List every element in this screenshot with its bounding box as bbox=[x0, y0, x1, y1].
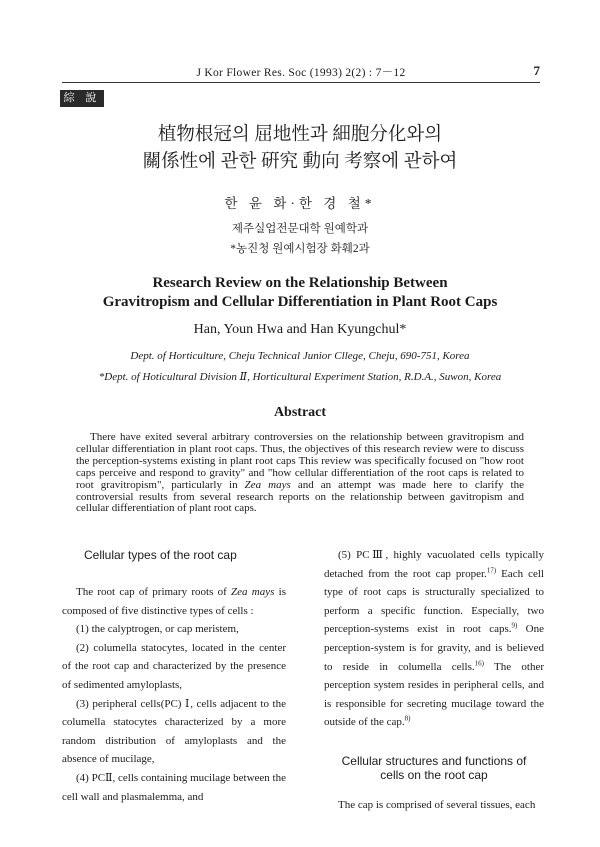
affiliation-en-2: *Dept. of Hoticultural Division Ⅱ, Horticultural Experiment Station, R.D.A., Suwon, Korea bbox=[98, 371, 502, 383]
abstract-text-a: There have exited several arbitrary controversies on the relationship between gravitropism and cellular differentiation in plant root caps. Thus, the objectives of this research review were to discuss the perception-systems existing in plant root caps This review was specifically focused on "how root caps perceive and respond to gravity" and "how cellular differentiation of the root caps is related to root gravitropism", particularly in bbox=[76, 431, 524, 491]
title-en-line1: Research Review on the Relationship Between bbox=[152, 275, 448, 291]
affiliation-kr-2: *농진청 원예시험장 화훼2과 bbox=[230, 243, 370, 255]
authors-kr: 한 윤 화·한 경 철* bbox=[224, 196, 376, 211]
section-heading-structures-line2: cells on the root cap bbox=[380, 767, 488, 782]
citation-9: 9) bbox=[511, 621, 518, 630]
item5-text-a: (5) PCⅢ, highly vacuolated cells typically detached from the root cap proper. bbox=[324, 549, 544, 580]
item5-text-c: One perception-system is for gravity, and is believed to reside in columella cells. bbox=[324, 623, 544, 673]
abstract-species: Zea mays bbox=[244, 478, 291, 491]
right-column bbox=[324, 546, 544, 815]
list-item-pc2: (4) PCⅡ, cells containing mucilage between the cell wall and plasmalemma, and bbox=[62, 771, 286, 803]
affiliation-kr-1: 제주실업전문대학 원예학과 bbox=[231, 223, 369, 235]
list-item-calyptrogen: (1) the calyptrogen, or cap meristem, bbox=[76, 623, 239, 636]
authors-en: Han, Youn Hwa and Han Kyungchul* bbox=[193, 322, 407, 337]
citation-17: 17) bbox=[486, 565, 497, 574]
review-badge: 綜 說 bbox=[60, 90, 104, 107]
section-heading-structures-line1: Cellular structures and functions of bbox=[341, 753, 527, 768]
paragraph-intro bbox=[62, 583, 286, 620]
p1-text-a: The root cap of primary roots of bbox=[76, 586, 232, 598]
abstract-text-b: and an attempt was made here to clarify the controversial results from several research reports on the relationship between gavitropism and cellular differentiation of plant root caps. bbox=[76, 478, 525, 515]
item5-text-b: Each cell type of root caps is structurally specialized to perform a specific function. Especially, two perception-systems exist in root caps. bbox=[324, 567, 544, 636]
affiliation-en-1: Dept. of Horticulture, Cheju Technical Junior Cllege, Cheju, 690-751, Korea bbox=[130, 350, 470, 362]
list-item-columella: (2) columella statocytes, located in the center of the root cap and characterized by the presence of sedimented amyloplasts, bbox=[62, 641, 286, 691]
running-header bbox=[62, 64, 540, 80]
header-rule bbox=[62, 82, 540, 83]
abstract-heading: Abstract bbox=[273, 405, 327, 420]
list-item-pc1: (3) peripheral cells(PC) Ⅰ, cells adjacent to the columella statocytes characterized by a more random distribution of amyloplasts and the absence of mucilage, bbox=[62, 697, 286, 766]
p1-text-b: is composed of five distinctive types of cells : bbox=[62, 586, 287, 617]
left-column bbox=[62, 548, 286, 806]
title-en-line2: Gravitropism and Cellular Differentiation in Plant Root Caps bbox=[102, 294, 498, 310]
citation-16: 16) bbox=[474, 658, 484, 667]
journal-citation: J Kor Flower Res. Soc (1993) 2(2) : 7－12 bbox=[196, 67, 406, 79]
title-kr-line2: 關係性에 관한 硏究 動向 考察에 관하여 bbox=[142, 152, 458, 172]
section-heading-cellular-types: Cellular types of the root cap bbox=[84, 548, 237, 562]
title-kr-line1: 植物根冠의 屈地性과 細胞分化와의 bbox=[157, 125, 443, 145]
citation-8: 8) bbox=[404, 714, 411, 723]
item5-text-d: The other perception system resides in peripheral cells, and is responsible for secreting mucilage toward the outside of the cap. bbox=[324, 660, 544, 729]
abstract-text bbox=[76, 432, 524, 515]
list-item-pc3 bbox=[324, 546, 544, 732]
p1-species: Zea mays bbox=[231, 586, 275, 598]
page-number: 7 bbox=[533, 63, 540, 78]
paragraph-tissues: The cap is comprised of several tissues, each bbox=[338, 798, 536, 811]
